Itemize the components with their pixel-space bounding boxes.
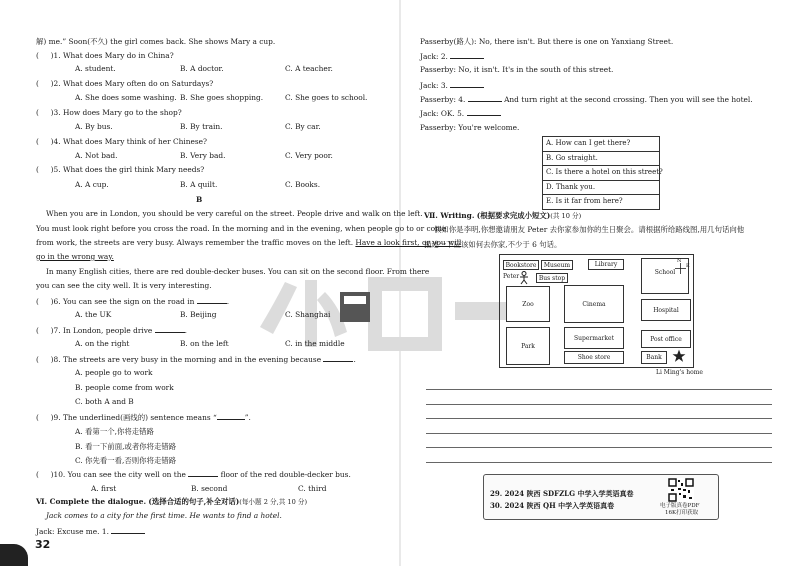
passage-line: When you are in London, you should be very careful on the street. People drive and walk on the left. [46, 209, 423, 218]
option: A. 看第一个,你将走错路 [75, 427, 154, 436]
passage-line: you can see the city well. It is very interesting. [36, 281, 212, 290]
page-number: 32 [35, 538, 51, 551]
map-hospital: Hospital [641, 299, 691, 321]
option-e: E. Is it far from here? [546, 197, 623, 205]
option-a: A. How can I get there? [543, 137, 659, 152]
map-shoe-store: Shoe store [564, 351, 624, 364]
question-4: ( )4. What does Mary think of her Chinese? [36, 137, 208, 146]
writing-prompt-line-1: 假如你是李明,你想邀请朋友 Peter 去你家参加你的生日聚会。请根据所给路线图,用几句话向他 [434, 225, 745, 234]
option: C. in the middle [285, 339, 345, 348]
option: B. A doctor. [180, 64, 224, 73]
question-8: ( )8. The streets are very busy in the morning and in the evening because . [36, 355, 356, 364]
dialogue-line: Jack: 3. [420, 80, 484, 90]
option: B. second [191, 484, 228, 493]
question-9: ( )9. The underlined(画线的) sentence means “ ”. [36, 413, 251, 422]
map-library: Library [588, 259, 624, 270]
dialogue-intro: Jack comes to a city for the first time. He wants to find a hotel. [46, 511, 282, 520]
passage-line: go in the wrong way. [36, 252, 114, 261]
qr-caption-2: 16K打印获取 [665, 510, 699, 516]
compass-north: N [677, 258, 682, 264]
passage-line: You must look right before you cross the road. In the morning and in the evening, when people go to or come [36, 224, 447, 233]
question-1: ( )1. What does Mary do in China? [36, 51, 174, 60]
option: C. both A and B [75, 397, 134, 406]
dialogue-line: Passerby: You're welcome. [420, 123, 520, 132]
dialogue-options-box [542, 136, 663, 210]
question-5: ( )5. What does the girl think Mary needs? [36, 165, 205, 174]
option: B. Beijing [180, 310, 217, 319]
option: C. By car. [285, 122, 321, 131]
dialogue-line: Jack: 2. [420, 51, 484, 61]
question-2: ( )2. What does Mary often do on Saturdays? [36, 79, 214, 88]
option: C. She goes to school. [285, 93, 368, 102]
section-vi-heading: Ⅵ. Complete the dialogue. (选择合适的句子,补全对话)(每小题 2 分,共 10 分) [36, 497, 308, 506]
map-zoo: Zoo [506, 286, 550, 322]
option: C. Very poor. [285, 151, 333, 160]
writing-prompt-line-2: 描述一下应该如何去你家,不少于 6 句话。 [424, 240, 562, 249]
option: C. Books. [285, 180, 321, 189]
option: A. student. [75, 64, 116, 73]
option: C. third [298, 484, 327, 493]
compass-icon [675, 263, 686, 274]
map-park: Park [506, 327, 550, 365]
option: B. Very bad. [180, 151, 226, 160]
passage-line: In many English cities, there are red double-decker buses. You can sit on the second floor. From there [46, 267, 430, 276]
star-icon [672, 349, 686, 363]
dialogue-line-1: Jack: Excuse me. 1. [36, 526, 145, 536]
map-bookstore: Bookstore [503, 260, 539, 270]
writing-line[interactable] [426, 433, 772, 434]
page-corner-tab [0, 544, 28, 566]
option: C. 你先看一看,否则你将走错路 [75, 456, 177, 465]
question-7: ( )7. In London, people drive . [36, 326, 187, 335]
section-vii-heading: Ⅶ. Writing. (根据要求完成小短文)(共 10 分) [424, 211, 582, 220]
home-label: Li Ming's home [656, 369, 703, 376]
map-cinema: Cinema [564, 285, 624, 323]
dialogue-line: Passerby: 4. And turn right at the second crossing. Then you will see the hotel. [420, 95, 753, 104]
promo-banner [483, 474, 719, 520]
option-d: D. Thank you. [543, 181, 659, 196]
option: B. people come from work [75, 383, 174, 392]
option: B. She goes shopping. [180, 93, 264, 102]
option: A. Not bad. [75, 151, 118, 160]
writing-line[interactable] [426, 418, 772, 419]
option: C. Shanghai [285, 310, 331, 319]
option: A. She does some washing. [75, 93, 177, 102]
option: A. on the right [75, 339, 130, 348]
option: B. A quilt. [180, 180, 218, 189]
qr-caption-1: 电子版真卷PDF [660, 503, 700, 509]
option: C. A teacher. [285, 64, 333, 73]
question-3: ( )3. How does Mary go to the shop? [36, 108, 182, 117]
option-c: C. Is there a hotel on this street? [543, 166, 659, 181]
writing-line[interactable] [426, 404, 772, 405]
question-6: ( )6. You can see the sign on the road in . [36, 297, 230, 306]
dialogue-line: Jack: OK. 5. [420, 108, 501, 118]
map-post-office: Post office [641, 330, 691, 348]
map-bank: Bank [641, 351, 667, 364]
writing-line[interactable] [426, 389, 772, 390]
map-supermarket: Supermarket [564, 327, 624, 349]
dialogue-line: Passerby(路人): No, there isn't. But there is one on Yanxiang Street. [420, 37, 674, 46]
option: B. on the left [180, 339, 229, 348]
route-map [499, 254, 694, 368]
option: A. By bus. [75, 122, 113, 131]
option-b: B. Go straight. [543, 152, 659, 167]
underlined-sentence: Have a look first, or you will [355, 238, 462, 247]
option: A. first [91, 484, 117, 493]
person-icon [519, 271, 529, 285]
map-school: School [641, 258, 689, 294]
option: B. By train. [180, 122, 223, 131]
option: B. 看一下前面,或者你将走错路 [75, 442, 177, 451]
option: A. people go to work [75, 368, 153, 377]
banner-line-1: 29. 2024 陕西 SDFZLG 中学入学英语真卷 [490, 489, 634, 498]
question-10: ( )10. You can see the city well on the floor of the red double-decker bus. [36, 470, 351, 479]
banner-line-2: 30. 2024 陕西 QH 中学入学英语真卷 [490, 501, 615, 510]
option: A. the UK [75, 310, 112, 319]
intro-line: 解) me.” Soon(不久) the girl comes back. She shows Mary a cup. [36, 37, 276, 46]
compass-east: E [686, 263, 690, 269]
passage-line: from work, the streets are very busy. Always remember the traffic moves on the left. Have a look first, or you will [36, 238, 462, 247]
map-bus-stop: Bus stop [536, 273, 568, 283]
dialogue-line: Passerby: No, it isn't. It's in the south of this street. [420, 65, 614, 74]
option: A. A cup. [75, 180, 109, 189]
qr-code-icon[interactable] [668, 478, 694, 502]
writing-line[interactable] [426, 462, 772, 463]
map-museum: Museum [541, 260, 573, 270]
writing-line[interactable] [426, 447, 772, 448]
map-peter-label: Peter [503, 273, 520, 280]
section-b-heading: B [196, 195, 203, 204]
